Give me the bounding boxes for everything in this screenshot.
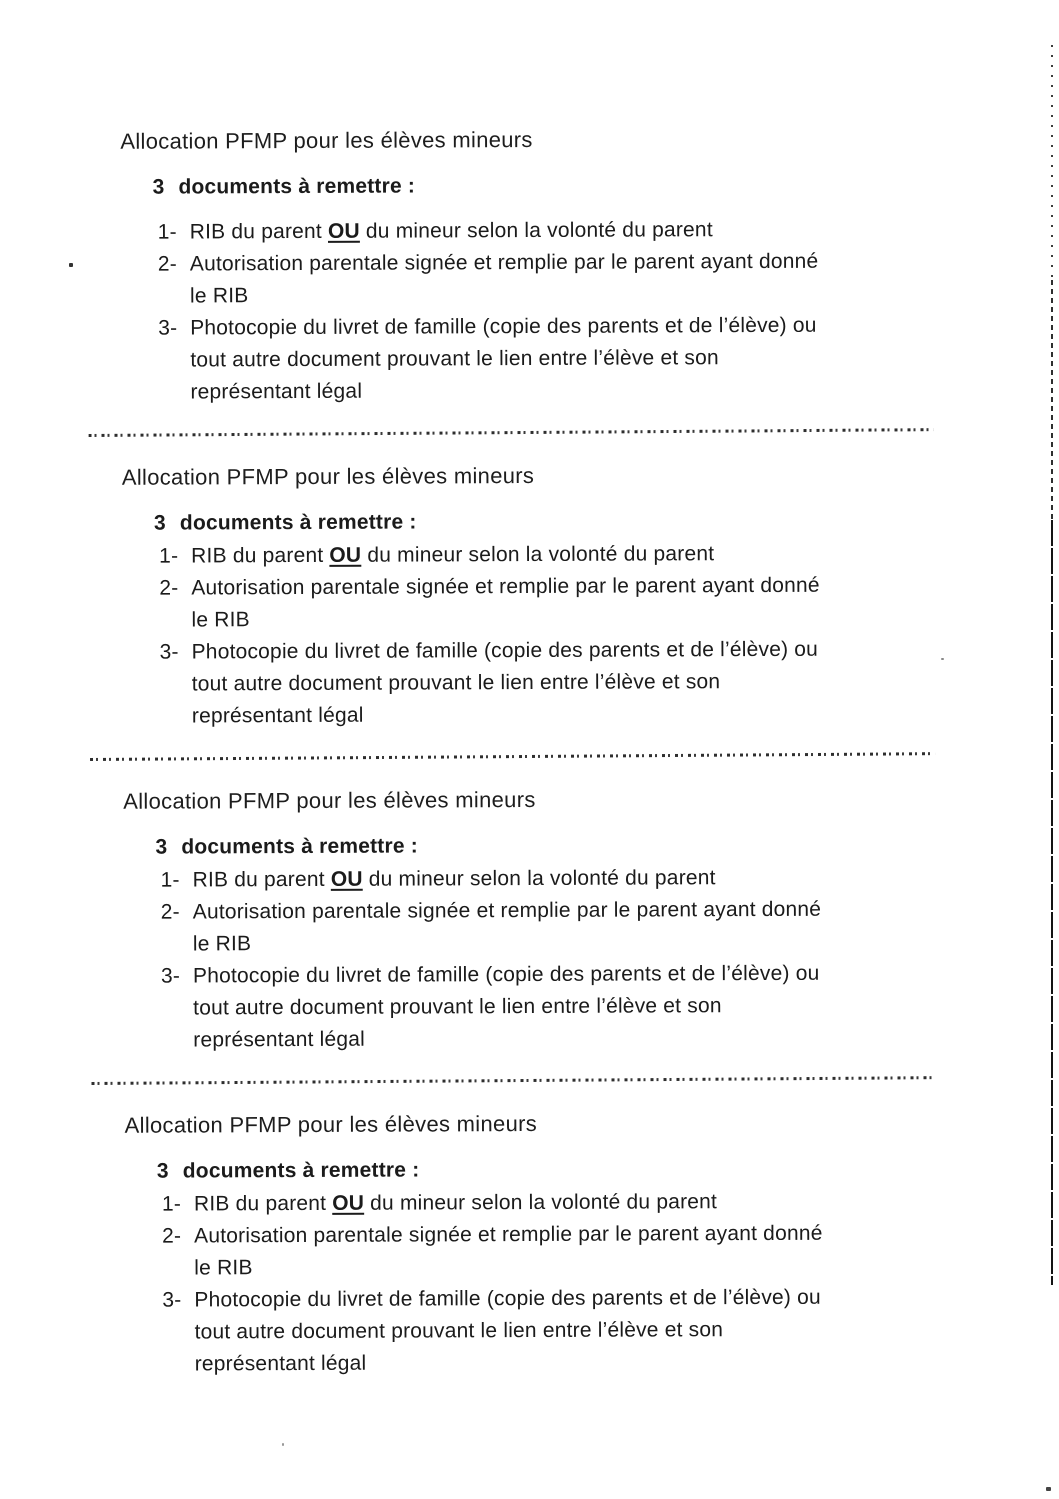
scan-speck bbox=[69, 263, 73, 267]
item-text-post: du mineur selon la volonté du parent bbox=[359, 218, 713, 243]
pfmp-notice-section-4 bbox=[125, 1108, 982, 1381]
documents-subtitle bbox=[152, 170, 976, 201]
item-number: 2- bbox=[157, 252, 178, 276]
item-number: 3- bbox=[158, 316, 178, 340]
scan-line-segment bbox=[1051, 520, 1053, 1285]
documents-subtitle bbox=[154, 506, 978, 537]
document-list bbox=[121, 213, 978, 409]
pfmp-notice-section-2 bbox=[122, 460, 979, 733]
item-number: 1- bbox=[161, 1192, 182, 1216]
item-text-line: le RIB bbox=[191, 608, 250, 632]
item-text-line: Photocopie du livret de famille (copie des parents et de l’élève) ou bbox=[191, 637, 819, 664]
item-text-line: Autorisation parentale signée et remplie par le parent ayant donné bbox=[191, 573, 820, 600]
scan-speck bbox=[1046, 1487, 1051, 1491]
list-item bbox=[122, 537, 978, 573]
section-title: Allocation PFMP pour les élèves mineurs bbox=[120, 126, 533, 154]
list-item bbox=[125, 1281, 981, 1381]
item-text-pre: RIB du parent bbox=[193, 1191, 333, 1216]
item-number: 3- bbox=[162, 1288, 182, 1312]
item-text-emphasis: OU bbox=[329, 543, 362, 567]
documents-subtitle-label: documents à remettre : bbox=[182, 1158, 420, 1183]
document-list bbox=[122, 537, 979, 733]
item-text-emphasis: OU bbox=[330, 867, 363, 891]
item-text-pre: RIB du parent bbox=[192, 867, 331, 892]
item-number: 2- bbox=[159, 576, 179, 600]
list-item bbox=[124, 893, 980, 961]
scan-artifact-vertical-line bbox=[1051, 45, 1053, 1285]
item-text-post: du mineur selon la volonté du parent bbox=[362, 866, 716, 891]
documents-subtitle-label: documents à remettre : bbox=[181, 834, 419, 859]
dotted-cut-line bbox=[90, 752, 935, 761]
item-number: 1- bbox=[160, 868, 180, 892]
item-text-line: représentant légal bbox=[191, 703, 364, 728]
item-text bbox=[194, 1185, 981, 1220]
section-title: Allocation PFMP pour les élèves mineurs bbox=[121, 462, 535, 490]
scan-line-segment bbox=[1051, 45, 1053, 280]
item-number: 3- bbox=[160, 964, 181, 988]
list-item bbox=[124, 957, 980, 1057]
list-item bbox=[125, 1217, 981, 1285]
item-text-post: du mineur selon la volonté du parent bbox=[361, 542, 715, 567]
list-item bbox=[121, 245, 977, 313]
documents-count: 3 bbox=[153, 511, 166, 535]
item-text bbox=[193, 861, 980, 896]
list-item bbox=[123, 633, 979, 733]
item-number: 2- bbox=[160, 900, 180, 924]
item-text-line: Autorisation parentale signée et remplie par le parent ayant donné bbox=[192, 897, 822, 924]
list-item bbox=[121, 309, 977, 409]
documents-subtitle bbox=[155, 830, 979, 861]
item-number: 3- bbox=[159, 640, 179, 664]
item-text-line: le RIB bbox=[194, 1256, 253, 1280]
document-list bbox=[124, 861, 981, 1057]
dotted-cut-line bbox=[89, 428, 934, 437]
pfmp-notice-section-3 bbox=[123, 784, 980, 1057]
item-text-line: Autorisation parentale signée et remplie par le parent ayant donné bbox=[189, 249, 819, 276]
item-text-line: représentant légal bbox=[193, 1027, 366, 1052]
item-text-emphasis: OU bbox=[327, 219, 360, 243]
item-number: 1- bbox=[159, 544, 179, 568]
item-text-line: représentant légal bbox=[194, 1351, 367, 1376]
item-text-line: Photocopie du livret de famille (copie des parents et de l’élève) ou bbox=[194, 1285, 821, 1312]
pfmp-notice-section-1 bbox=[120, 124, 977, 409]
list-item bbox=[124, 861, 980, 897]
item-text-line: représentant légal bbox=[190, 379, 363, 404]
section-title: Allocation PFMP pour les élèves mineurs bbox=[124, 1110, 538, 1138]
documents-subtitle-label: documents à remettre : bbox=[179, 510, 417, 535]
item-text-emphasis: OU bbox=[332, 1191, 365, 1215]
item-text-line: tout autre document prouvant le lien entre l’élève et son bbox=[191, 670, 721, 696]
scan-speck bbox=[282, 1443, 284, 1446]
item-text bbox=[191, 537, 978, 572]
item-number: 1- bbox=[157, 220, 177, 244]
item-text-line: le RIB bbox=[192, 932, 252, 956]
list-item bbox=[122, 569, 978, 637]
dotted-cut-line bbox=[91, 1076, 936, 1085]
section-title: Allocation PFMP pour les élèves mineurs bbox=[123, 786, 536, 814]
document-list bbox=[125, 1185, 982, 1381]
documents-count: 3 bbox=[155, 835, 168, 859]
list-item bbox=[121, 213, 977, 249]
item-text-line: tout autre document prouvant le lien entre l’élève et son bbox=[190, 346, 719, 372]
item-text-line: le RIB bbox=[189, 284, 249, 308]
item-text-pre: RIB du parent bbox=[189, 219, 329, 244]
list-item bbox=[125, 1185, 981, 1221]
documents-count: 3 bbox=[156, 1159, 169, 1183]
documents-count: 3 bbox=[152, 175, 165, 199]
documents-subtitle-label: documents à remettre : bbox=[178, 174, 416, 199]
item-text-line: tout autre document prouvant le lien entre l’élève et son bbox=[193, 994, 722, 1020]
scan-speck bbox=[941, 658, 944, 660]
item-text-line: Photocopie du livret de famille (copie des parents et de l’élève) ou bbox=[190, 313, 817, 340]
item-text-post: du mineur selon la volonté du parent bbox=[364, 1190, 718, 1215]
item-number: 2- bbox=[162, 1224, 182, 1248]
documents-subtitle bbox=[157, 1154, 981, 1185]
item-text-line: tout autre document prouvant le lien entre l’élève et son bbox=[194, 1318, 724, 1344]
item-text-line: Autorisation parentale signée et remplie par le parent ayant donné bbox=[194, 1221, 823, 1248]
scan-line-segment bbox=[1051, 280, 1053, 520]
item-text-pre: RIB du parent bbox=[191, 543, 330, 568]
item-text bbox=[190, 213, 977, 248]
item-text-line: Photocopie du livret de famille (copie des parents et de l’élève) ou bbox=[192, 961, 820, 988]
